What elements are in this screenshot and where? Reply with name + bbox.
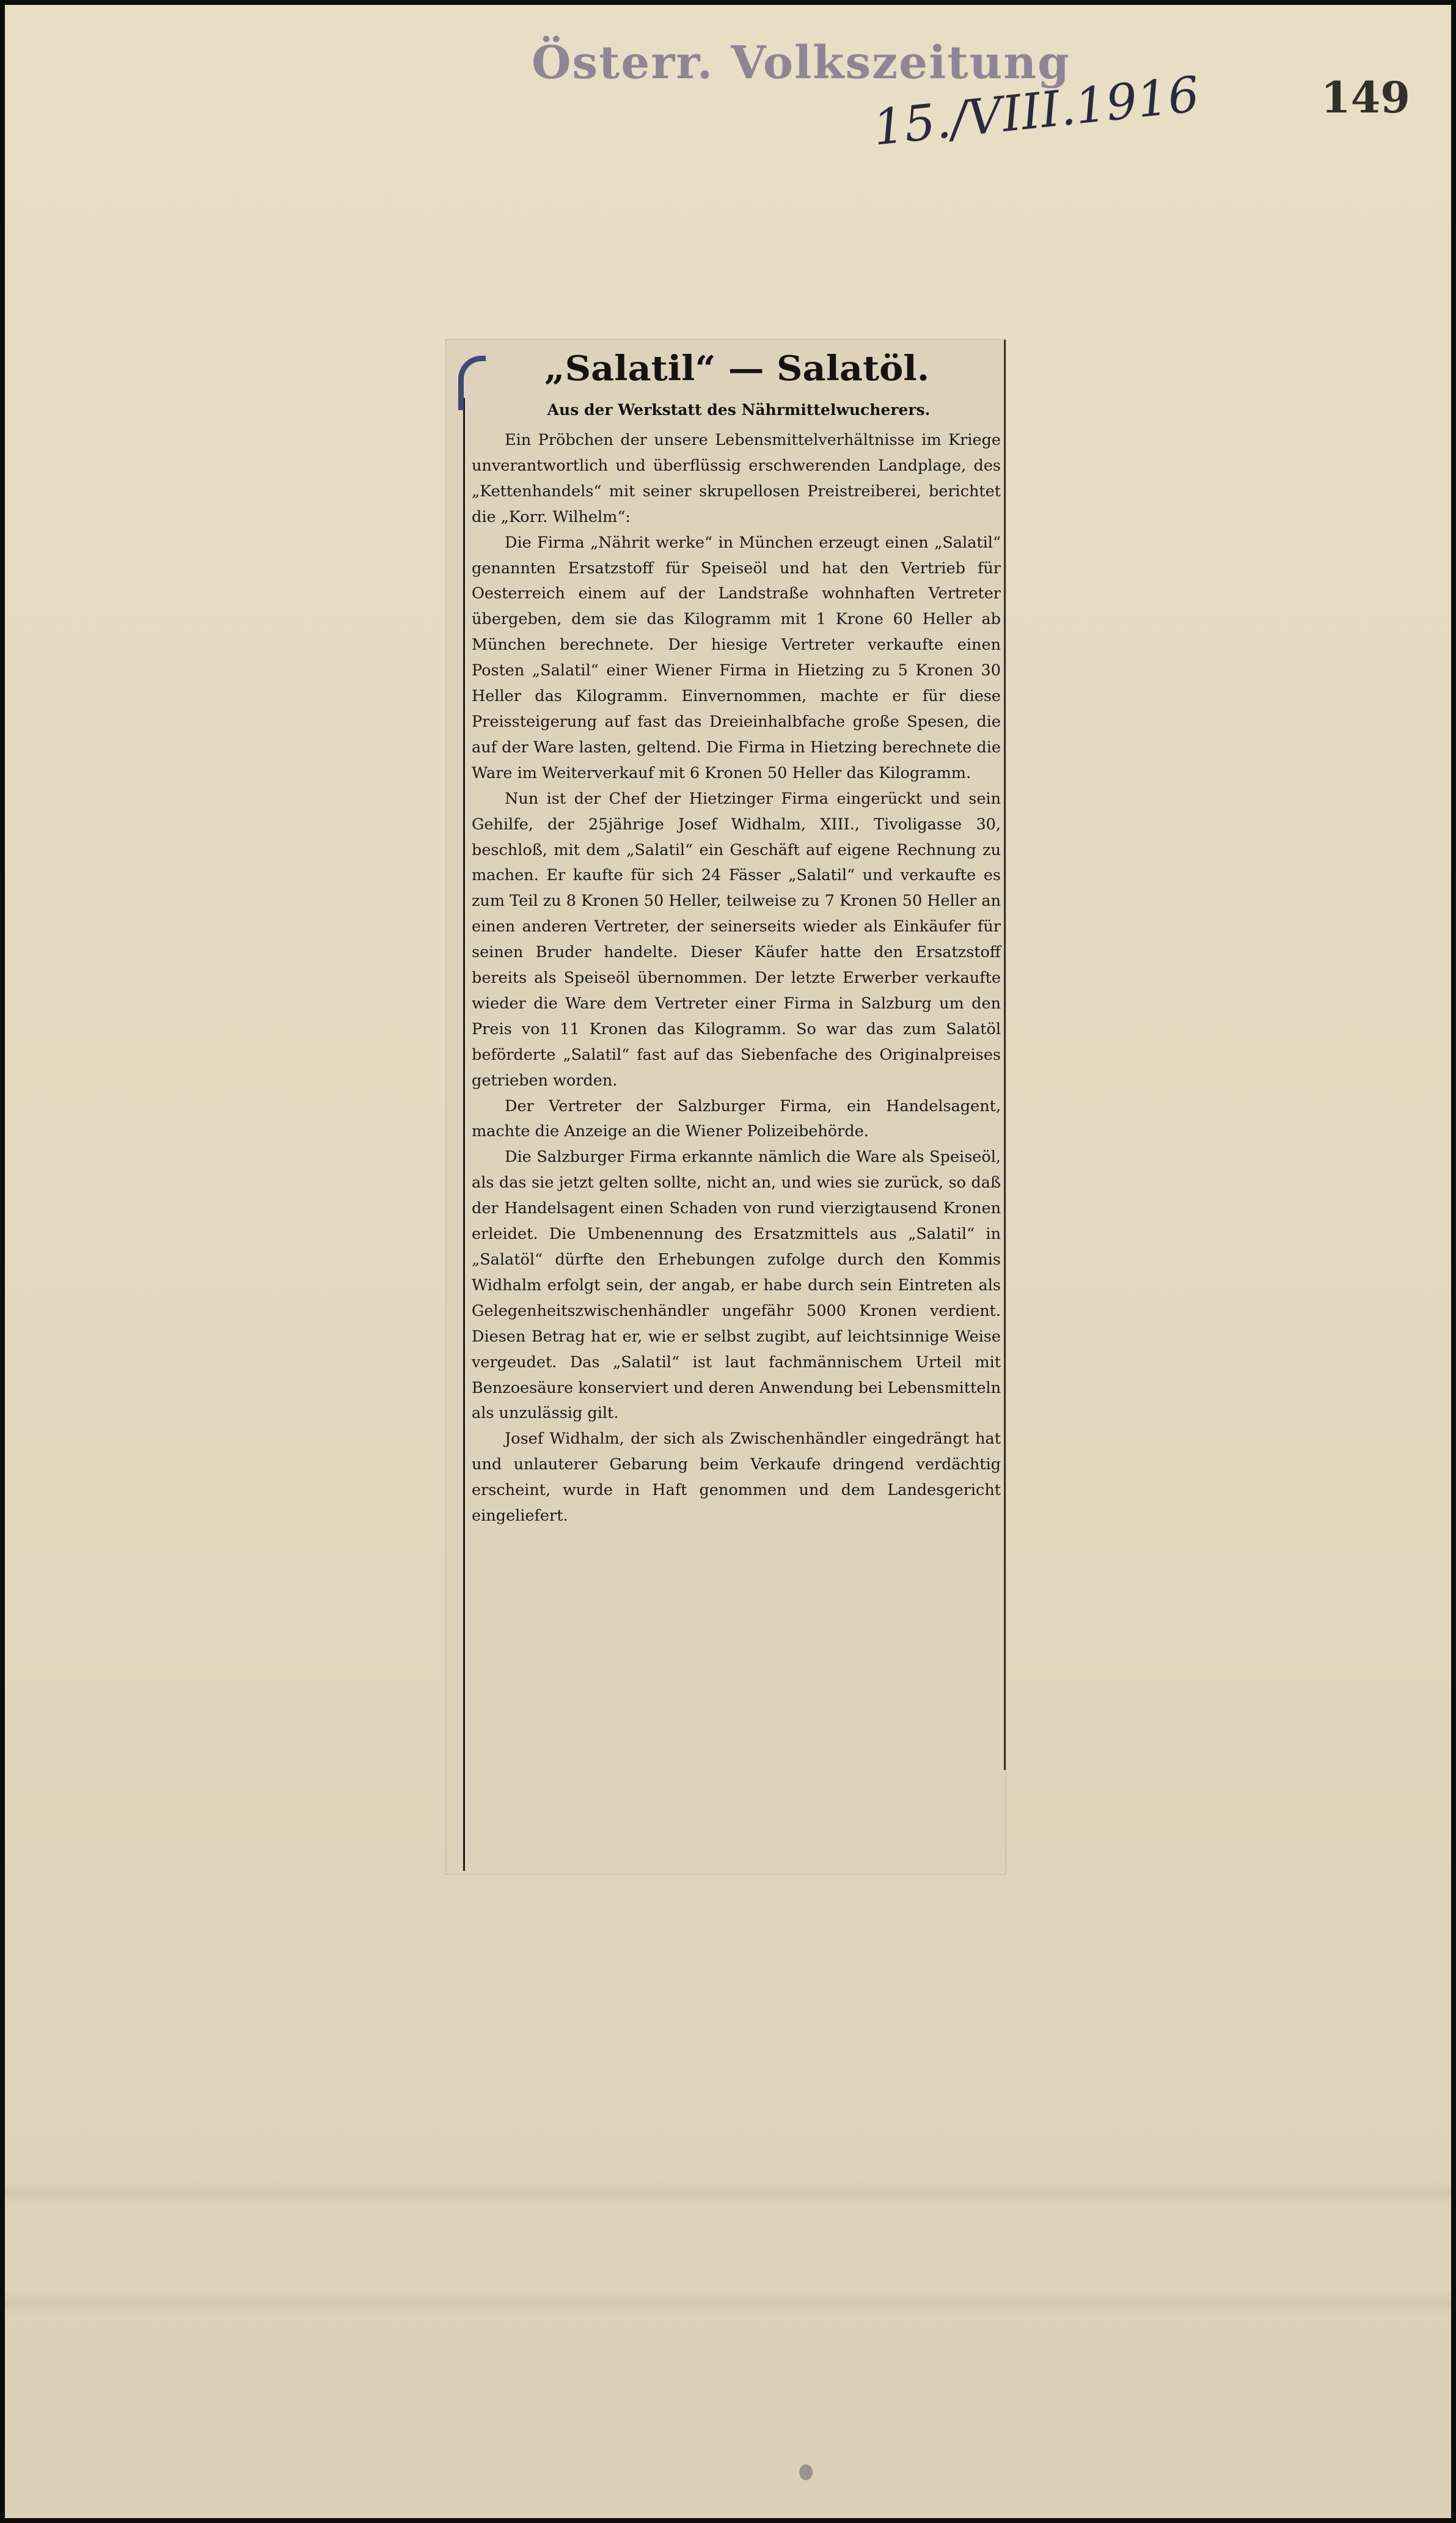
clipping-edge [463,398,465,1871]
article-headline: „Salatil“ — Salatöl. [544,348,930,389]
newspaper-stamp: Österr. Volkszeitung [532,37,1070,89]
article-paragraph: Ein Pröbchen der unsere Lebensmittelverhältnisse im Kriege unverantwortlich und überflüssig erschwerenden Landplage, des „Kettenhandels“ mit seiner skrupellosen Preistreiberei, berichtet die „Korr. Wilhelm“: [472,431,1001,526]
article-subheadline: Aus der Werkstatt des Nährmittelwucherers. [547,401,931,419]
clipping-edge [1004,340,1006,1770]
article-paragraph: Die Firma „Nährit werke“ in München erzeugt einen „Salatil“ genannten Ersatzstoff für Speiseöl und hat den Vertrieb für Oesterreich einem auf der Landstraße wohnhaften Vertreter übergeben, dem sie das Kilogramm mit 1 Krone 60 Heller ab München berechnete. Der hiesige Vertreter verkaufte einen Posten „Salatil“ einer Wiener Firma in Hietzing zu 5 Kronen 30 Heller das Kilogramm. Einvernommen, machte er für diese Preissteigerung auf fast das Dreieinhalbfache große Spesen, die auf der Ware lasten, geltend. Die Firma in Hietzing berechnete die Ware im Weiterverkauf mit 6 Kronen 50 Heller das Kilogramm. [472,533,1001,782]
article-paragraph: Nun ist der Chef der Hietzinger Firma eingerückt und sein Gehilfe, der 25jährige Josef Widhalm, XIII., Tivoligasse 30, beschloß, mit dem „Salatil“ ein Geschäft auf eigene Rechnung zu machen. Er kaufte für sich 24 Fässer „Salatil“ und verkaufte es zum Teil zu 8 Kronen 50 Heller, teilweise zu 7 Kronen 50 Heller an einen anderen Vertreter, der seinerseits wieder als Einkäufer für seinen Bruder handelte. Dieser Käufer hatte den Ersatzstoff bereits als Speiseöl übernommen. Der letzte Erwerber verkaufte wieder die Ware dem Vertreter einer Firma in Salzburg um den Preis von 11 Kronen das Kilogramm. So war das zum Salatöl beförderte „Salatil“ fast auf das Siebenfache des Originalpreises getrieben worden. [472,789,1001,1090]
article-paragraph: Der Vertreter der Salzburger Firma, ein Handelsagent, machte die Anzeige an die Wiener Polizeibehörde. [472,1096,1001,1141]
article-paragraph: Josef Widhalm, der sich als Zwischenhändler eingedrängt hat und unlauterer Gebarung beim Verkaufe dringend verdächtig erscheint, wurde in Haft genommen und dem Landesgericht eingeliefert. [472,1430,1001,1526]
page-number: 149 [1320,72,1410,123]
handwritten-date: 15./VIII.1916 [870,65,1202,156]
archive-page [5,5,1451,2518]
paper-fold [5,2291,1451,2315]
article-paragraph: Die Salzburger Firma erkannte nämlich die Ware als Speiseöl, als das sie jetzt gelten sollte, nicht an, und wies sie zurück, so daß der Handelsagent einen Schaden von rund vierzigtausend Kronen erleidet. Die Umbenennung des Ersatzmittels aus „Salatil“ in „Salatöl“ dürfte den Erhebungen zufolge durch den Kommis Widhalm erfolgt sein, der angab, er habe durch sein Eintreten als Gelegenheitszwischenhändler ungefähr 5000 Kronen verdient. Diesen Betrag hat er, wie er selbst zugibt, auf leichtsinnige Weise vergeudet. Das „Salatil“ ist laut fachmännischem Urteil mit Benzoesäure konserviert und deren Anwendung bei Lebensmitteln als unzulässig gilt. [472,1148,1001,1423]
paper-blemish [799,2464,813,2480]
paper-fold [5,2181,1451,2205]
article-body [472,428,1001,1529]
newspaper-clipping [446,340,1006,1874]
